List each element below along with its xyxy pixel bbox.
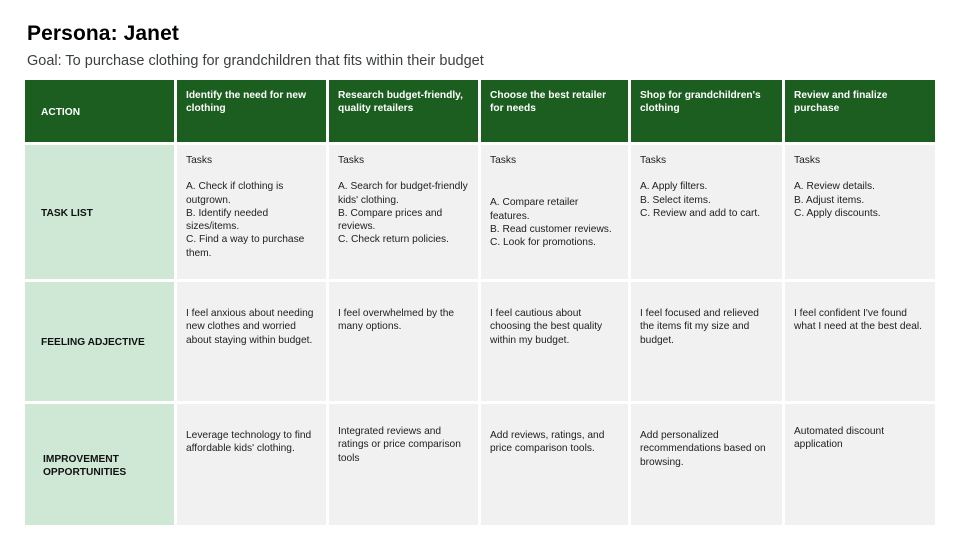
task-cell-5	[782, 142, 935, 279]
header-stage-4: Shop for grandchildren's clothing	[628, 80, 782, 142]
row-label-feeling-adjective: FEELING ADJECTIVE	[25, 279, 174, 401]
task-item: C. Review and add to cart.	[640, 207, 761, 219]
header-stage-3: Choose the best retailer for needs	[478, 80, 628, 142]
task-cell-4	[628, 142, 782, 279]
tasks-heading: Tasks	[794, 155, 821, 166]
improvement-cell-1: Leverage technology to find affordable kids' clothing.	[174, 401, 326, 525]
tasks-heading: Tasks	[186, 155, 213, 166]
task-item: B. Adjust items.	[794, 194, 865, 206]
task-item: A. Check if clothing is outgrown.	[186, 181, 284, 206]
tasks-heading: Tasks	[490, 155, 517, 166]
tasks-heading: Tasks	[640, 155, 667, 166]
header-stage-1: Identify the need for new clothing	[174, 80, 326, 142]
task-item: C. Apply discounts.	[794, 207, 881, 219]
feeling-cell-5: I feel confident I've found what I need at the best deal.	[782, 279, 935, 401]
feeling-cell-2: I feel overwhelmed by the many options.	[326, 279, 478, 401]
improvement-cell-5: Automated discount application	[782, 401, 935, 525]
task-cell-1	[174, 142, 326, 279]
task-item: B. Identify needed sizes/items.	[186, 207, 269, 232]
page-title: Persona: Janet	[27, 22, 179, 45]
improvement-cell-2: Integrated reviews and ratings or price comparison tools	[326, 401, 478, 525]
feeling-cell-1: I feel anxious about needing new clothes and worried about staying within budget.	[174, 279, 326, 401]
task-item: C. Check return policies.	[338, 234, 449, 246]
task-item: A. Review details.	[794, 181, 875, 193]
task-item: B. Compare prices and reviews.	[338, 207, 443, 232]
task-cell-3	[478, 142, 628, 279]
row-label-task-list: TASK LIST	[25, 142, 174, 279]
task-item: A. Apply filters.	[640, 181, 708, 193]
task-item: B. Read customer reviews.	[490, 223, 612, 235]
tasks-heading: Tasks	[338, 155, 365, 166]
feeling-cell-4: I feel focused and relieved the items fit my size and budget.	[628, 279, 782, 401]
feeling-cell-3: I feel cautious about choosing the best quality within my budget.	[478, 279, 628, 401]
task-cell-2	[326, 142, 478, 279]
row-label-improvement-opportunities: IMPROVEMENT OPPORTUNITIES	[25, 401, 174, 525]
header-stage-5: Review and finalize purchase	[782, 80, 935, 142]
journey-map-table	[25, 80, 935, 525]
page-subtitle: Goal: To purchase clothing for grandchildren that fits within their budget	[27, 53, 484, 69]
task-item: A. Compare retailer features.	[490, 197, 579, 222]
header-action: ACTION	[25, 80, 174, 142]
improvement-cell-4: Add personalized recommendations based on browsing.	[628, 401, 782, 525]
task-item: C. Look for promotions.	[490, 237, 596, 248]
improvement-cell-3: Add reviews, ratings, and price comparison tools.	[478, 401, 628, 525]
task-item: B. Select items.	[640, 194, 711, 206]
task-item: A. Search for budget-friendly kids' clothing.	[338, 181, 468, 206]
task-item: C. Find a way to purchase them.	[186, 234, 305, 259]
header-stage-2: Research budget-friendly, quality retailers	[326, 80, 478, 142]
